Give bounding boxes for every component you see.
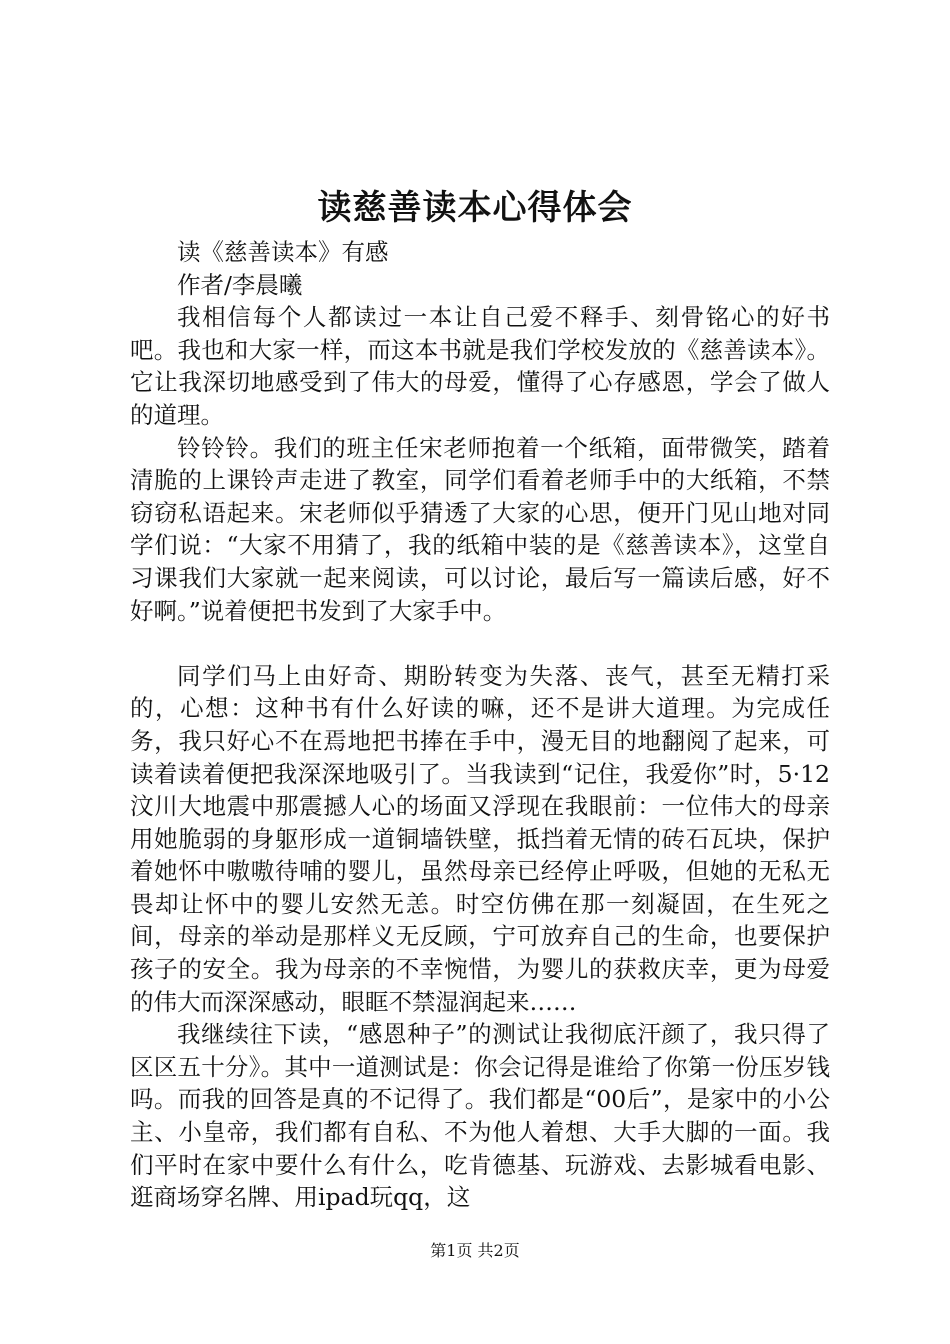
body-paragraph: 铃铃铃。我们的班主任宋老师抱着一个纸箱，面带微笑，踏着清脆的上课铃声走进了教室，同学们看着老师手中的大纸箱，不禁窃窃私语起来。宋老师似乎猜透了大家的心思，便开门见山地对同学们说：“大家不用猜了，我的纸箱中装的是《慈善读本》，这堂自习课我们大家就一起来阅读，可以讨论，最后写一篇读后感，好不好啊。”说着便把书发到了大家手中。: [130, 433, 830, 625]
document-body: [130, 236, 830, 1214]
body-paragraph: 同学们马上由好奇、期盼转变为失落、丧气，甚至无精打采的，心想：这种书有什么好读的嘛，还不是讲大道理。为完成任务，我只好心不在焉地把书捧在手中，漫无目的地翻阅了起来，可读着读着便把我深深地吸引了。当我读到“记住，我爱你”时，5·12汶川大地震中那震撼人心的场面又浮现在我眼前：一位伟大的母亲用她脆弱的身躯形成一道铜墙铁壁，抵挡着无情的砖石瓦块，保护着她怀中嗷嗷待哺的婴儿，虽然母亲已经停止呼吸，但她的无私无畏却让怀中的婴儿安然无恙。时空仿佛在那一刻凝固，在生死之间，母亲的举动是那样义无反顾，宁可放弃自己的生命，也要保护孩子的安全。我为母亲的不幸惋惜，为婴儿的获救庆幸，更为母爱的伟大而深深感动，眼眶不禁湿润起来……: [130, 661, 830, 1016]
subtitle-paragraph: 读《慈善读本》有感: [177, 238, 389, 266]
body-paragraph: 我继续往下读，“感恩种子”的测试让我彻底汗颜了，我只得了区区五十分》。其中一道测试是：你会记得是谁给了你第一份压岁钱吗。而我的回答是真的不记得了。我们都是“00后”，是家中的小公主、小皇帝，我们都有自私、不为他人着想、大手大脚的一面。我们平时在家中要什么有什么，吃肯德基、玩游戏、去影城看电影、逛商场穿名牌、用ipad玩qq，这: [130, 1020, 830, 1212]
author-paragraph: 作者/李晨曦: [177, 270, 303, 299]
document-title: 读慈善读本心得体会: [317, 188, 633, 228]
body-paragraph: 我相信每个人都读过一本让自己爱不释手、刻骨铭心的好书吧。我也和大家一样，而这本书就是我们学校发放的《慈善读本》。它让我深切地感受到了伟大的母爱，懂得了心存感恩，学会了做人的道理。: [130, 303, 830, 429]
page-footer: 第1页 共2页: [430, 1241, 520, 1260]
